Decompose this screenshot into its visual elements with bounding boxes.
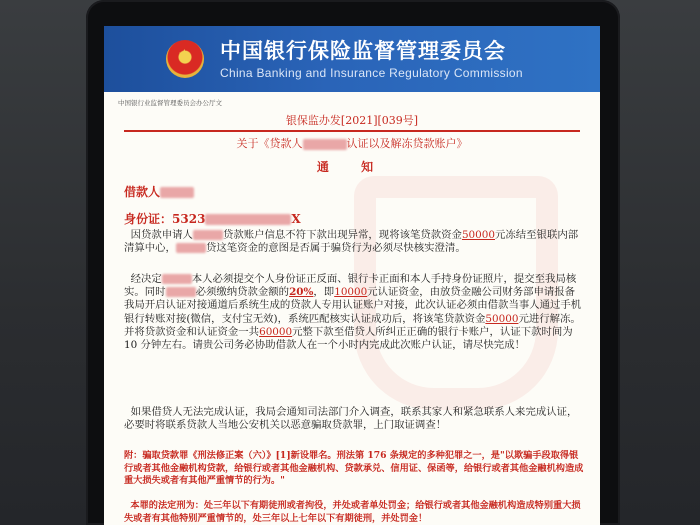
p2-text-b: 本人必须提交个人身份证正反面、银行卡正面和本人手持身份证照片，提交至我局核实。同时 bbox=[124, 273, 577, 299]
redacted-borrower bbox=[160, 187, 194, 198]
redacted-person-2 bbox=[166, 287, 196, 297]
p2-text-c: 必须缴纳贷款金额的 bbox=[195, 286, 290, 299]
paragraph-freeze-reason bbox=[124, 229, 584, 255]
borrower-line bbox=[124, 183, 194, 200]
org-name-cn: 中国银行保险监督管理委员会 bbox=[220, 39, 506, 63]
phone-screen bbox=[104, 26, 600, 525]
redacted-name bbox=[303, 139, 347, 150]
p1-text-d: 贷这笔资金的意图是否属于骗贷行为必须尽快核实澄清。 bbox=[205, 242, 466, 255]
p2-text-g: 元整下款至借贷人所纠正正确的银行卡账户，认证下款时间为 10 分钟左右。请贵公司务必协助借款人在一个小时内完成此次账户认证，请尽快完成！ bbox=[124, 325, 573, 352]
paragraph-consequences bbox=[124, 406, 584, 432]
emblem-star-icon: ★ bbox=[178, 47, 191, 63]
redacted-id bbox=[205, 214, 291, 225]
legal-note-crime bbox=[124, 450, 584, 488]
red-divider bbox=[124, 130, 580, 132]
p1-frozen-amount: 50000 bbox=[461, 229, 495, 241]
id-prefix: 5323 bbox=[172, 212, 206, 226]
document-number: 银保监办发[2021][039号] bbox=[285, 114, 419, 127]
paragraph-requirements bbox=[124, 273, 584, 352]
notice-title: 通 知 bbox=[316, 160, 388, 174]
note1-text: 附：骗取贷款罪《刑法修正案（六）》[1]新设罪名。刑法第 176 条规定的多种犯罪之一，是"以欺骗手段取得银行或者其他金融机构贷款，给银行或者其他金融机构、贷款承兑、信用证、保函等，给银行或者其他金融机构造成重大损失或者有其他严重情节的行为。" bbox=[124, 450, 584, 487]
p2-cert-amount: 10000 bbox=[334, 286, 368, 299]
document-subject bbox=[104, 135, 600, 151]
org-name-en: China Banking and Insurance Regulatory Commission bbox=[220, 66, 523, 80]
p2-text-a: 经决定 bbox=[130, 273, 162, 285]
p3-text: 如果借贷人无法完成认证，我局会通知司法部门介入调查，联系其家人和紧急联系人来完成认证，必要时将联系贷款人当地公安机关以恶意骗取贷款罪，上门取证调查！ bbox=[124, 406, 578, 432]
p1-text-a: 因贷款申请人 bbox=[130, 229, 193, 241]
subject-prefix: 关于《贷款人 bbox=[236, 137, 303, 150]
id-number-line bbox=[124, 210, 301, 227]
borrower-label: 借款人 bbox=[124, 185, 161, 199]
id-suffix: X bbox=[291, 212, 301, 226]
note2-text: 本罪的法定刑为：处三年以下有期徒刑或者拘役，并处或者单处罚金；给银行或者其他金融机构造成特别重大损失或者有其他特别严重情节的，处三年以上七年以下有期徒刑，并处罚金！ bbox=[124, 500, 581, 524]
p2-text-d: ，即 bbox=[313, 286, 335, 299]
subject-suffix: 认证以及解冻贷款账户》 bbox=[346, 137, 468, 150]
p1-text-c: 元冻结至银联内部清算中心， bbox=[124, 229, 579, 255]
redacted-applicant-2 bbox=[176, 243, 206, 253]
redacted-applicant bbox=[193, 230, 223, 240]
p2-text-f: 元进行解冻。并将贷款资金和认证资金一共 bbox=[124, 312, 581, 338]
p2-percentage: 20% bbox=[289, 286, 314, 299]
p1-text-b: 贷款账户信息不符下款出现异常，现将该笔贷款资金 bbox=[222, 229, 462, 241]
office-subheading: 中国银行业监督管理委员会办公厅文 bbox=[118, 99, 222, 107]
redacted-person bbox=[162, 274, 192, 284]
p2-text-e: 元认证资金，由放贷金融公司财务部申请报备我局开启认证对接通道后系统生成的贷款人专用认证账户对接，此次认证必须由借款当事人通过手机银行转账对接(微信，支付宝无效)，系统匹配核实认证成功后，将该笔贷款资金 bbox=[124, 286, 582, 325]
legal-note-penalty bbox=[124, 500, 584, 525]
p2-total-amount: 60000 bbox=[259, 325, 293, 338]
letterhead-banner bbox=[104, 26, 600, 92]
p2-loan-amount: 50000 bbox=[485, 312, 519, 325]
id-label: 身份证： bbox=[124, 212, 173, 226]
